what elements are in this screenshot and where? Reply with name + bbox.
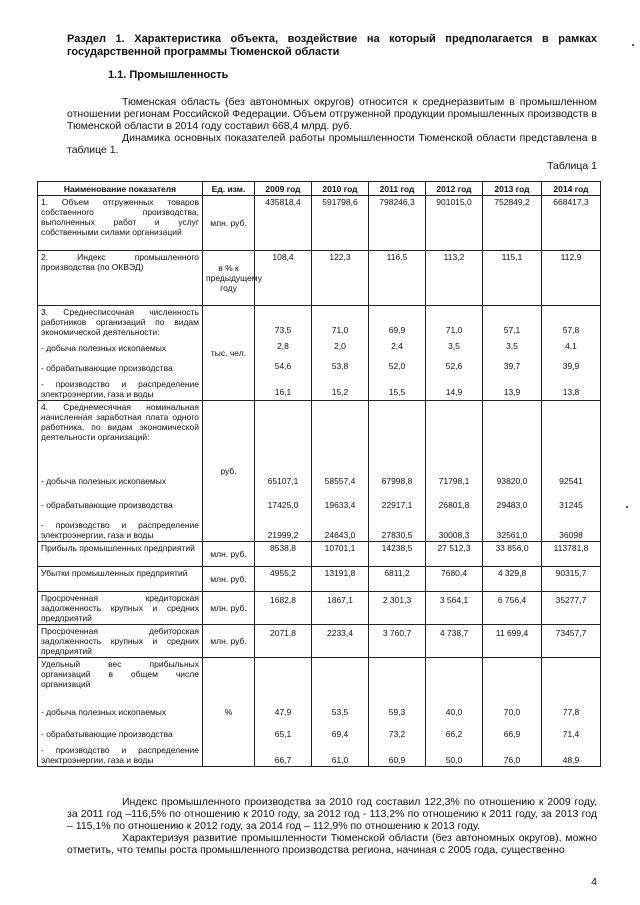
value: 113,2 [443,252,465,262]
value-cell [369,306,426,401]
unit-cell [203,306,255,401]
value: 2071,8 [270,628,296,638]
value: 668417,3 [553,197,589,207]
value-cell [312,567,369,592]
sub-indicator-name: - обрабатывающие производства [41,363,173,373]
header-cell: 2011 год [369,182,426,196]
industry-indicators-table [37,181,601,767]
sub-value: 24643,0 [324,530,356,540]
value-cell [542,567,601,592]
sub-value: 30008,3 [438,530,470,540]
value: 27 512,3 [437,543,471,553]
sub-indicator-name: - производство и распределение электроэнергии, газа и воды [41,379,199,399]
sub-value: 76,0 [503,755,521,765]
sub-value: 19633,4 [324,500,356,510]
value: 35277,7 [555,595,587,605]
value: 90315,7 [555,568,587,578]
unit-label: млн. руб. [210,549,247,559]
value-cell [312,542,369,567]
value: 8538,8 [270,543,296,553]
sub-value: 77,8 [562,707,580,717]
sub-value: 2,0 [334,341,346,351]
header-cell: Наименование показателя [38,182,203,196]
sub-value: 15,2 [331,387,349,397]
sub-value: 21999,2 [267,530,299,540]
sub-value: 3,5 [448,341,460,351]
value-cell [426,196,483,251]
value-cell [426,567,483,592]
sub-value: 39,9 [562,361,580,371]
sub-value: 48,9 [562,755,580,765]
sub-value: 66,2 [445,729,463,739]
value-cell [542,542,601,567]
value-cell [255,592,312,625]
indicator-name: Просроченная кредиторская задолженность крупных и средних предприятий [41,593,199,623]
value [486,402,538,464]
trend-paragraph: Характеризуя развитие промышленности Тюменской области (без автономных округов), можно отметить, что темпы роста промышленного производства региона, начиная с 2005 года, существенно [67,832,597,856]
unit-label: млн. руб. [210,218,247,228]
unit-cell [203,625,255,658]
value-cell [542,401,601,542]
sub-value: 27830,5 [381,530,413,540]
table-row [38,401,601,542]
value: 1867,1 [327,595,353,605]
value-cell [255,542,312,567]
indicator-name-cell [38,251,203,306]
sub-value: 39,7 [503,361,521,371]
table-row [38,625,601,658]
value-cell [255,625,312,658]
value: 14238,5 [381,543,413,553]
sub-value: 17425,0 [267,500,299,510]
value [258,402,308,464]
value: 798246,3 [379,197,415,207]
value: 122,3 [329,252,351,262]
unit-cell [203,542,255,567]
sub-value: 71798,1 [438,476,470,486]
value-cell [483,196,542,251]
indicator-name: Убытки промышленных предприятий [41,568,188,578]
scan-speck [632,44,634,46]
value: 2 301,3 [382,595,412,605]
value-cell [426,401,483,542]
value-cell [255,196,312,251]
value-cell [542,196,601,251]
value: 3 760,7 [382,628,412,638]
value-cell [483,542,542,567]
value: 116,5 [386,252,408,262]
indicator-name-cell [38,542,203,567]
value-cell [255,401,312,542]
value: 71,0 [331,325,349,335]
sub-value: 13,8 [562,387,580,397]
indicator-name: 1. Объем отгруженных товаров собственного производства, выполненных работ и услуг собственными силами организаций [41,197,199,237]
sub-value: 22917,1 [381,500,413,510]
sub-value: 60,9 [388,755,406,765]
value: 591798,6 [322,197,358,207]
value-cell [312,658,369,767]
value: 4955,2 [270,568,296,578]
sub-value: 13,9 [503,387,521,397]
page-number: 4 [591,876,597,888]
sub-value: 36098 [559,530,583,540]
value-cell [483,658,542,767]
unit-cell [203,567,255,592]
sub-value: 50,0 [445,755,463,765]
value [429,659,479,695]
value [315,402,365,464]
sub-value: 73,2 [388,729,406,739]
sub-indicator-name: - обрабатывающие производства [41,500,173,510]
sub-indicator-name: - производство и распределение электроэнергии, газа и воды [41,745,199,765]
unit-label: руб. [220,466,237,476]
section-heading: Раздел 1. Характеристика объекта, воздействие на который предполагается в рамках государственной программы Тюменской области [67,33,597,58]
subsection-heading: 1.1. Промышленность [108,69,229,81]
value: 113781,8 [553,543,589,553]
sub-indicator-name: - обрабатывающие производства [41,729,173,739]
sub-value: 93820,0 [496,476,528,486]
sub-value: 58557,4 [324,476,356,486]
value-cell [483,401,542,542]
sub-value: 66,9 [503,729,521,739]
indicator-name-cell [38,401,203,542]
header-cell: 2013 год [483,182,542,196]
value: 57,1 [503,325,521,335]
table-row [38,542,601,567]
table-row [38,658,601,767]
value-cell [483,625,542,658]
sub-value: 32561,0 [496,530,528,540]
value-cell [542,306,601,401]
indicator-name-cell [38,567,203,592]
sub-indicator-name: - добыча полезных ископаемых [41,476,167,486]
unit-cell [203,251,262,306]
sub-value: 31245 [559,500,583,510]
sub-value: 92541 [559,476,583,486]
indicator-name-cell [38,658,203,767]
value-cell [312,196,369,251]
unit-label: млн. руб. [210,636,247,646]
value-cell [426,306,483,401]
value: 115,1 [501,252,523,262]
sub-value: 2,8 [277,341,289,351]
value [429,402,479,464]
sub-value: 70,0 [503,707,521,717]
header-cell: 2009 год [255,182,312,196]
indicator-name: 3. Среднесписочная численность работников организаций по видам экономической деятельности: [41,307,199,337]
sub-value: 59,3 [388,707,406,717]
value: 901015,0 [436,197,472,207]
value-cell [483,567,542,592]
indicator-name: 4. Среднемесячная номинальная начисленная заработная плата одного работника, по видам экономической деятельности организаций: [41,402,199,442]
value: 7680,4 [441,568,467,578]
table-row [38,567,601,592]
scan-speck [626,506,628,508]
sub-indicator-name: - производство и распределение электроэнергии, газа и воды [41,520,199,540]
value-cell [426,625,483,658]
value: 13191,8 [324,568,356,578]
sub-value: 3,5 [506,341,518,351]
sub-value: 14,9 [445,387,463,397]
value-cell [369,625,426,658]
unit-cell [203,401,255,542]
unit-cell [203,196,255,251]
value-cell [483,251,542,306]
indicator-name-cell [38,625,203,658]
indicator-name: Просроченная дебиторская задолженность крупных и средних предприятий [41,626,199,656]
index-summary-paragraph: Индекс промышленного производства за 2010 год составил 122,3% по отношению к 2009 году, за 2011 год –116,5% по отношению к 2010 году, за 2012 год - 113,2% по отношению к 2011 году, за 2013 год – 115,1% по отношению к 2012 году, за 2014 год – 112,9% по отношению к 2013 году. [67,796,597,832]
unit-cell [203,592,255,625]
value: 6811,2 [384,568,410,578]
value: 4 329,8 [497,568,527,578]
value-cell [312,306,369,401]
sub-value: 26801,8 [438,500,470,510]
value-cell [255,567,312,592]
value-cell [312,401,369,542]
value: 73457,7 [555,628,587,638]
sub-value: 16,1 [274,387,292,397]
sub-value: 65107,1 [267,476,299,486]
indicator-name-cell [38,306,203,401]
value: 57,8 [562,325,580,335]
value-cell [312,625,369,658]
value-cell [255,306,312,401]
value [486,659,538,695]
value: 435818,4 [265,197,301,207]
unit-cell [203,658,255,767]
sub-value: 54,6 [274,361,292,371]
indicator-name-cell [38,592,203,625]
sub-value: 15,5 [388,387,406,397]
sub-value: 2,4 [391,341,403,351]
sub-value: 40,0 [445,707,463,717]
value: 108,4 [272,252,294,262]
sub-value: 47,9 [274,707,292,717]
unit-label: в % к предыдущему году [206,263,262,293]
sub-value: 66,7 [274,755,292,765]
value-cell [483,592,542,625]
sub-value: 52,6 [445,361,463,371]
table-reference-paragraph: Динамика основных показателей работы промышленности Тюменской области представлена в таблице 1. [67,132,597,156]
sub-value: 52,0 [388,361,406,371]
value-cell [255,251,312,306]
value-cell [369,658,426,767]
value-cell [426,542,483,567]
value [545,402,597,464]
value-cell [426,251,483,306]
table-caption: Таблица 1 [547,160,597,172]
unit-label: млн. руб. [210,574,247,584]
intro-paragraph: Тюменская область (без автономных округов) относится к среднеразвитым в промышленном отношении регионам Российской Федерации. Объем отгруженной продукции промышленных производств в Тюменской области в 2014 году составил 668,4 млрд. руб. [67,96,597,132]
value: 11 699,4 [495,628,529,638]
value [315,659,365,695]
value: 10701,1 [324,543,356,553]
value-cell [369,401,426,542]
unit-label: % [224,707,233,717]
sub-value: 29483,0 [496,500,528,510]
unit-label: тыс. чел. [210,348,247,358]
sub-value: 69,4 [331,729,349,739]
table-row [38,251,601,306]
value-cell [369,567,426,592]
table-row [38,592,601,625]
value-cell [542,625,601,658]
value: 752849,2 [494,197,530,207]
header-cell: 2012 год [426,182,483,196]
sub-indicator-name: - добыча полезных ископаемых [41,707,167,717]
sub-value: 53,5 [331,707,349,717]
value-cell [255,658,312,767]
header-cell: 2014 год [542,182,601,196]
value: 33 856,0 [495,543,529,553]
value: 3 564,1 [439,595,469,605]
value: 2233,4 [327,628,353,638]
value: 73,5 [274,325,292,335]
value: 69,9 [388,325,406,335]
sub-indicator-name: - добыча полезных ископаемых [41,343,167,353]
value-cell [426,592,483,625]
value-cell [369,542,426,567]
table-row [38,196,601,251]
value: 1682,8 [270,595,296,605]
value-cell [312,251,369,306]
value-cell [369,251,426,306]
sub-value: 4,1 [565,341,577,351]
table-header-row [38,182,601,196]
sub-value: 65,1 [274,729,292,739]
indicator-name-cell [38,196,203,251]
table-row [38,306,601,401]
value-cell [312,592,369,625]
value: 4 738,7 [439,628,469,638]
indicator-name: 2. Индекс промышленного производства (по ОКВЭД) [41,252,199,272]
unit-label: млн. руб. [210,603,247,613]
sub-value: 71,4 [562,729,580,739]
value: 71,0 [445,325,463,335]
value-cell [369,196,426,251]
value [372,402,422,464]
value-cell [369,592,426,625]
value: 112,9 [560,252,582,262]
value [258,659,308,695]
indicator-name: Удельный вес прибыльных организаций в общем числе организаций [41,659,199,689]
value-cell [483,306,542,401]
value [372,659,422,695]
header-cell: Ед. изм. [203,182,255,196]
value [545,659,597,695]
indicator-name: Прибыль промышленных предприятий [41,543,195,553]
value-cell [542,658,601,767]
sub-value: 67998,8 [381,476,413,486]
sub-value: 61,0 [331,755,349,765]
value-cell [426,658,483,767]
sub-value: 53,8 [331,361,349,371]
header-cell: 2010 год [312,182,369,196]
value: 6 756,4 [497,595,527,605]
value-cell [542,592,601,625]
value-cell [542,251,601,306]
